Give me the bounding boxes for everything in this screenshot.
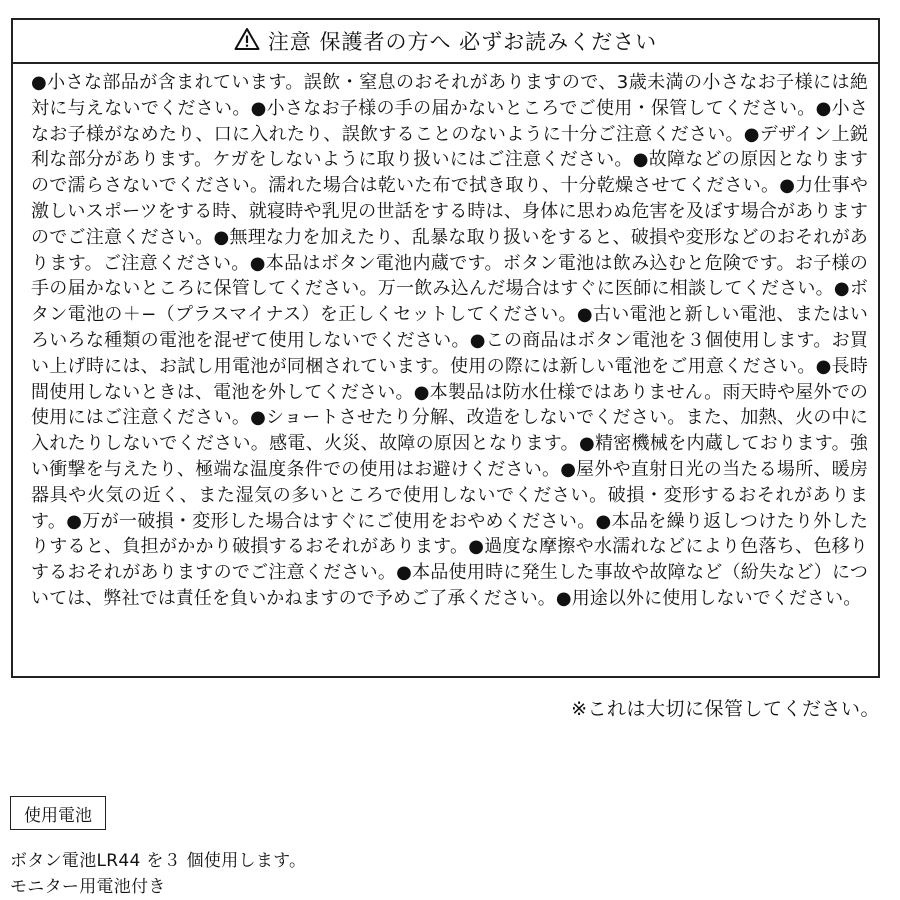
battery-line-2: モニター用電池付き <box>10 877 166 897</box>
warning-box <box>11 18 880 678</box>
warning-title: 注意 保護者の方へ 必ずお読みください <box>267 30 658 54</box>
keep-note: ※これは大切に保管してください。 <box>571 698 880 720</box>
warning-header <box>13 20 878 64</box>
battery-line-1: ボタン電池LR44 を３ 個使用します。 <box>10 851 307 871</box>
battery-label: 使用電池 <box>10 796 106 830</box>
warning-body-text: ●小さな部品が含まれています。誤飲・窒息のおそれがありますので、3歳未満の小さなお子様には絶対に与えないでください。●小さなお子様の手の届かないところでご使用・保管してください。●小さなお子様がなめたり、口に入れたり、誤飲することのないように十分ご注意ください。●デザイン上鋭利な部分があります。ケガをしないように取り扱いにはご注意ください。●故障などの原因となりますので濡らさないでください。濡れた場合は乾いた布で拭き取り、十分乾燥させてください。●力仕事や激しいスポーツをする時、就寝時や乳児の世話をする時は、身体に思わぬ危害を及ぼす場合がありますのでご注意ください。●無理な力を加えたり、乱暴な取り扱いをすると、破損や変形などのおそれがあります。ご注意ください。●本品はボタン電池内蔵です。ボタン電池は飲み込むと危険です。お子様の手の届かないところに保管してください。万一飲み込んだ場合はすぐに医師に相談してください。●ボタン電池の＋−（プラスマイナス）を正しくセットしてください。●古い電池と新しい電池、またはいろいろな種類の電池を混ぜて使用しないでください。●この商品はボタン電池を３個使用します。お買い上げ時には、お試し用電池が同梱されています。使用の際には新しい電池をご用意ください。●長時間使用しないときは、電池を外してください。●本製品は防水仕様ではありません。雨天時や屋外での使用にはご注意ください。●ショートさせたり分解、改造をしないでください。また、加熱、火の中に入れたりしないでください。感電、火災、故障の原因となります。●精密機械を内蔵しております。強い衝撃を与えたり、極端な温度条件での使用はお避けください。●屋外や直射日光の当たる場所、暖房器具や火気の近く、また湿気の多いところで使用しないでください。破損・変形するおそれがあります。●万が一破損・変形した場合はすぐにご使用をおやめください。●本品を繰り返しつけたり外したりすると、負担がかかり破損するおそれがあります。●過度な摩擦や水濡れなどにより色落ち、色移りするおそれがありますのでご注意ください。●本品使用時に発生した事故や故障など（紛失など）については、弊社では責任を負いかねますので予めご了承ください。●用途以外に使用しないでください。 <box>31 72 868 609</box>
warning-triangle-icon <box>234 27 268 56</box>
